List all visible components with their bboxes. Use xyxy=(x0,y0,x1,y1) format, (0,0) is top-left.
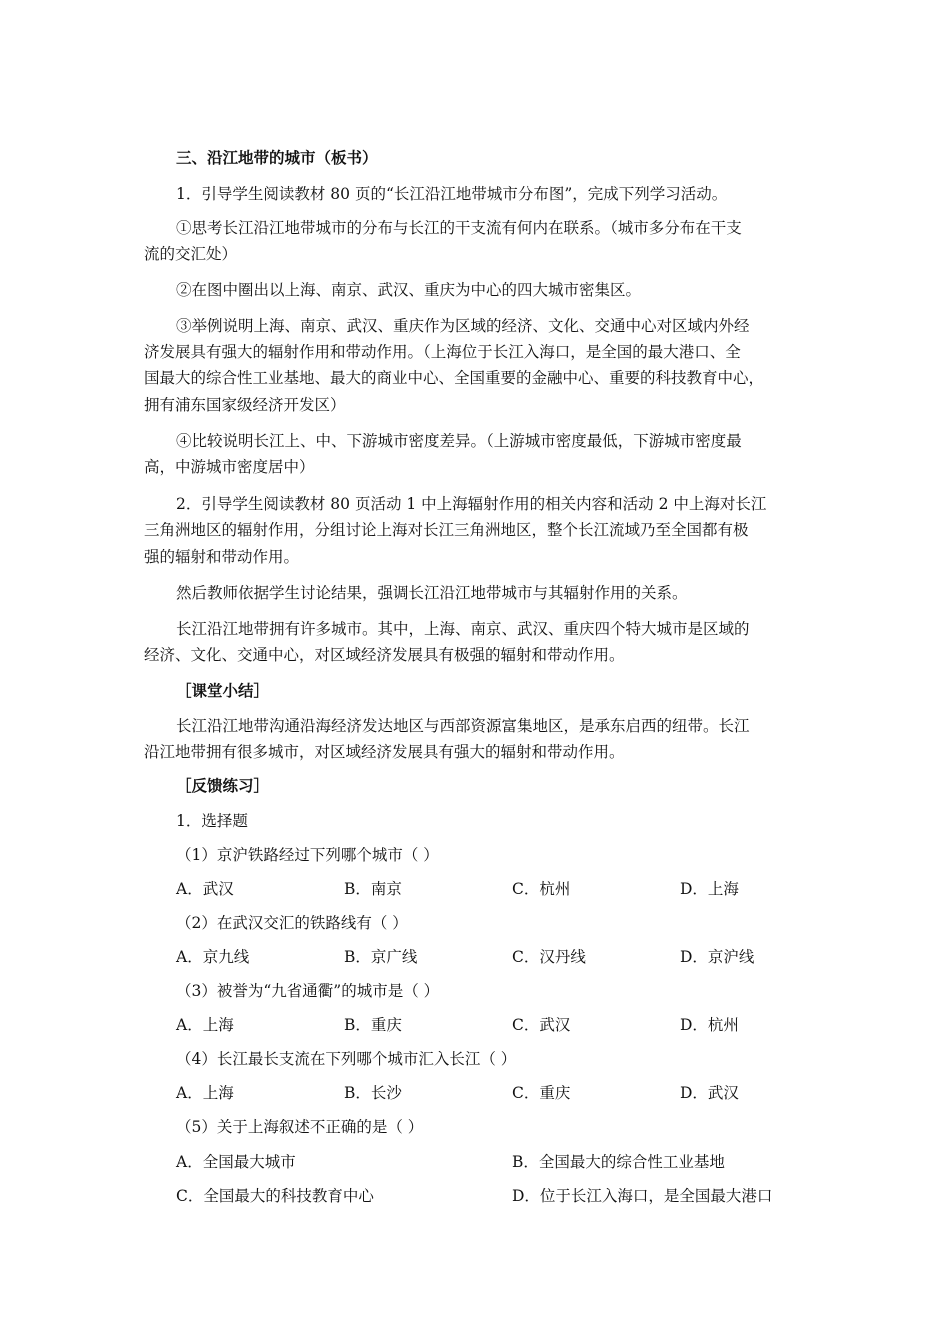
paragraph-2-line-2: 三角洲地区的辐射作用，分组讨论上海对长江三角洲地区，整个长江流域乃至全国都有极 xyxy=(144,521,749,539)
question-3-line-3: 国最大的综合性工业基地、最大的商业中心、全国重要的金融中心、重要的科技教育中心， xyxy=(144,369,765,387)
question-stem: （5）关于上海叙述不正确的是（ ） xyxy=(176,1118,424,1136)
options-row xyxy=(176,1186,836,1206)
paragraph-2-line-1: 2．引导学生阅读教材 80 页活动 1 中上海辐射作用的相关内容和活动 2 中上海对长江 xyxy=(176,495,767,513)
option-c: C．重庆 xyxy=(512,1084,571,1102)
option-d: D．位于长江入海口，是全国最大港口 xyxy=(512,1187,773,1205)
question-4-line-1: ④比较说明长江上、中、下游城市密度差异。（上游城市密度最低，下游城市密度最 xyxy=(176,432,742,450)
options-row xyxy=(176,1152,836,1172)
paragraph-3: 然后教师依据学生讨论结果，强调长江沿江地带城市与其辐射作用的关系。 xyxy=(176,584,688,602)
question-1-line-1: ①思考长江沿江地带城市的分布与长江的干支流有何内在联系。（城市多分布在干支 xyxy=(176,219,742,237)
paragraph-2-line-3: 强的辐射和带动作用。 xyxy=(144,548,300,566)
question-stem: （3）被誉为“九省通衢”的城市是（ ） xyxy=(176,982,440,1000)
question-3-line-1: ③举例说明上海、南京、武汉、重庆作为区域的经济、文化、交通中心对区域内外经 xyxy=(176,317,750,335)
option-d: D．武汉 xyxy=(680,1084,739,1102)
option-c: C．武汉 xyxy=(512,1016,571,1034)
question-stem: （1）京沪铁路经过下列哪个城市（ ） xyxy=(176,846,439,864)
option-a: A．武汉 xyxy=(176,880,234,898)
option-c: C．杭州 xyxy=(512,880,571,898)
summary-line-2: 沿江地带拥有很多城市，对区域经济发展具有强大的辐射和带动作用。 xyxy=(144,743,625,761)
option-b: B．京广线 xyxy=(344,948,418,966)
question-stem: （2）在武汉交汇的铁路线有（ ） xyxy=(176,914,408,932)
option-a: A．上海 xyxy=(176,1016,234,1034)
options-row xyxy=(176,1083,836,1103)
option-d: D．京沪线 xyxy=(680,948,755,966)
option-b: B．长沙 xyxy=(344,1084,402,1102)
question-4-line-2: 高，中游城市密度居中） xyxy=(144,458,315,476)
question-3-line-4: 拥有浦东国家级经济开发区） xyxy=(144,396,346,414)
question-3-line-2: 济发展具有强大的辐射作用和带动作用。（上海位于长江入海口，是全国的最大港口、全 xyxy=(144,343,741,361)
option-d: D．上海 xyxy=(680,880,739,898)
option-c: C．全国最大的科技教育中心 xyxy=(176,1187,374,1205)
summary-line-1: 长江沿江地带沟通沿海经济发达地区与西部资源富集地区，是承东启西的纽带。长江 xyxy=(176,717,750,735)
options-row xyxy=(176,1015,836,1035)
summary-heading: ［课堂小结］ xyxy=(176,681,270,700)
option-a: A．京九线 xyxy=(176,948,250,966)
option-b: B．全国最大的综合性工业基地 xyxy=(512,1153,725,1171)
option-b: B．南京 xyxy=(344,880,402,898)
option-a: A．全国最大城市 xyxy=(176,1153,296,1171)
question-2: ②在图中圈出以上海、南京、武汉、重庆为中心的四大城市密集区。 xyxy=(176,281,642,299)
choice-heading: 1．选择题 xyxy=(176,812,248,830)
paragraph-4-line-1: 长江沿江地带拥有许多城市。其中，上海、南京、武汉、重庆四个特大城市是区域的 xyxy=(176,620,750,638)
question-stem: （4）长江最长支流在下列哪个城市汇入长江（ ） xyxy=(176,1050,517,1068)
options-row xyxy=(176,947,836,967)
option-d: D．杭州 xyxy=(680,1016,739,1034)
question-1-line-2: 流的交汇处） xyxy=(144,245,238,263)
section-title: 三、沿江地带的城市（板书） xyxy=(176,148,378,167)
option-b: B．重庆 xyxy=(344,1016,402,1034)
feedback-heading: ［反馈练习］ xyxy=(176,776,270,795)
paragraph-4-line-2: 经济、文化、交通中心，对区域经济发展具有极强的辐射和带动作用。 xyxy=(144,646,625,664)
options-row xyxy=(176,879,836,899)
option-c: C．汉丹线 xyxy=(512,948,586,966)
option-a: A．上海 xyxy=(176,1084,234,1102)
paragraph-1: 1．引导学生阅读教材 80 页的“长江沿江地带城市分布图”，完成下列学习活动。 xyxy=(176,185,728,203)
